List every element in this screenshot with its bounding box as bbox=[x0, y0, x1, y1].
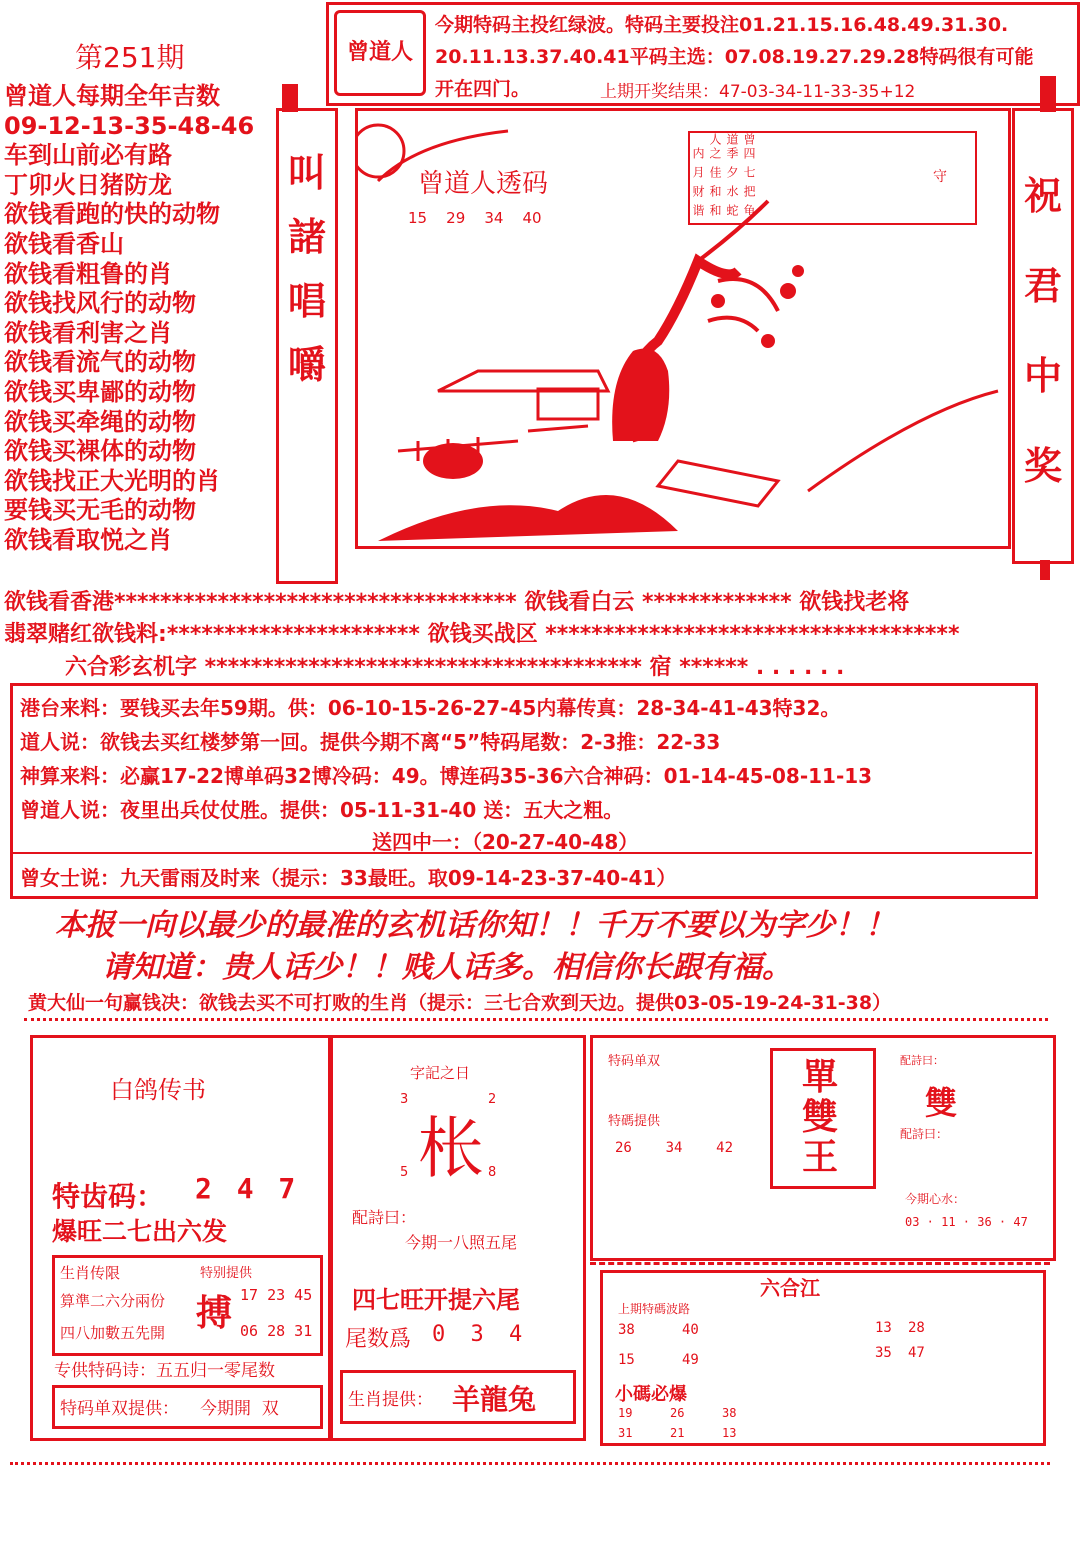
left-line: 欲钱找风行的动物 bbox=[4, 289, 196, 318]
grid-num: 40 bbox=[682, 1322, 699, 1338]
big-title: 單雙王 bbox=[801, 1057, 838, 1178]
shang-label: 上期特碼波路 bbox=[618, 1302, 691, 1316]
dotted-border bbox=[24, 1018, 1048, 1021]
tema-poem: 专供特码诗：五五归一零尾数 bbox=[54, 1361, 275, 1381]
tail-value: 0 3 4 bbox=[432, 1322, 529, 1347]
header-line-2: 20.11.13.37.40.41平码主选：07.08.19.27.29.28特码很有可能 bbox=[435, 46, 1034, 68]
left-column bbox=[4, 82, 294, 556]
jin-nums: 03 · 11 · 36 · 47 bbox=[905, 1215, 1028, 1229]
left-line: 丁卯火日猪防龙 bbox=[4, 170, 172, 199]
bo-nums-2: 06 28 31 bbox=[240, 1322, 313, 1340]
scroll-char: 諸 bbox=[287, 215, 326, 259]
ds-value: 今期開 双 bbox=[200, 1399, 279, 1419]
tail-label: 尾数爲 bbox=[345, 1327, 412, 1352]
liuhe-title: 六合江 bbox=[760, 1276, 820, 1300]
right-scroll bbox=[1012, 108, 1074, 564]
scroll-cap bbox=[1040, 76, 1056, 112]
bo-char: 搏 bbox=[196, 1293, 233, 1334]
r-grid-num: 28 bbox=[908, 1320, 925, 1336]
left-line: 欲钱买卑鄙的动物 bbox=[4, 377, 196, 406]
left-line: 欲钱看粗鲁的肖 bbox=[4, 259, 172, 288]
r-grid-num: 35 bbox=[875, 1345, 892, 1361]
info-line-2: 道人说：欲钱去买红楼梦第一回。提供今期不离“5”特码尾数：2-3推：22-33 bbox=[20, 730, 721, 754]
info-line-6: 曾女士说：九天雷雨及时来（提示：33最旺。取09-14-23-37-40-41） bbox=[20, 866, 677, 890]
info-line-3: 神算来料：必赢17-22博单码32博冷码：49。博连码35-36六合神码：01-14-45-08-11-13 bbox=[20, 764, 873, 788]
br-tema: 特碼提供 bbox=[608, 1114, 661, 1129]
xm-num: 26 bbox=[670, 1406, 685, 1420]
bo-label: 特别提供 bbox=[200, 1266, 253, 1281]
slogan-1: 本报一向以最少的最准的玄机话你知！！千万不要以为字少！！ bbox=[55, 908, 895, 943]
left-line: 欲钱看取悦之肖 bbox=[4, 525, 172, 554]
illustration-frame bbox=[355, 108, 1011, 549]
xm-num: 31 bbox=[618, 1426, 633, 1440]
info-divider bbox=[12, 852, 1032, 854]
br-tema-nums: 26 34 42 bbox=[615, 1140, 734, 1156]
zi-title: 字記之日 bbox=[410, 1064, 471, 1082]
header-line-3: 开在四门。 bbox=[435, 78, 531, 100]
poem-col: 把水和财 bbox=[691, 185, 756, 198]
left-line: 09-12-13-35-48-46 bbox=[4, 111, 255, 140]
scroll-char: 奖 bbox=[1023, 444, 1062, 488]
sx-line-1: 算準二六分兩份 bbox=[60, 1292, 166, 1310]
shuang-char: 雙 bbox=[925, 1084, 958, 1122]
br-right-label: 配詩曰： bbox=[900, 1054, 944, 1067]
sx-provide-value: 羊龍兔 bbox=[452, 1383, 537, 1416]
left-line: 要钱买无毛的动物 bbox=[4, 496, 196, 525]
scroll-char: 祝 bbox=[1023, 174, 1062, 218]
corner-num: 3 bbox=[400, 1092, 409, 1107]
baige-title: 白鸽传书 bbox=[110, 1076, 206, 1104]
scroll-char: 君 bbox=[1023, 264, 1062, 308]
left-line: 欲钱买牵绳的动物 bbox=[4, 407, 196, 436]
bottom-left-line-1: 爆旺二七出六发 bbox=[52, 1217, 228, 1246]
picture-numbers: 15 29 34 40 bbox=[408, 209, 542, 227]
r-grid-num: 47 bbox=[908, 1345, 925, 1361]
scroll-cap bbox=[1040, 560, 1050, 580]
r-grid-num: 13 bbox=[875, 1320, 892, 1336]
slogan-2: 请知道：贵人话少！！贱人话多。相信你长跟有福。 bbox=[102, 950, 792, 985]
info-line-4: 曾道人说：夜里出兵仗仗胜。提供：05-11-31-40 送：五大之粗。 bbox=[20, 798, 624, 822]
peizi-label: 配詩曰： bbox=[900, 1127, 949, 1141]
huang-line: 黄大仙一句赢钱决：欲钱去买不可打败的生肖（提示：三七合欢到天边。提供03-05-19-24-31-38） bbox=[28, 992, 892, 1014]
pei-label: 配詩曰： bbox=[352, 1208, 417, 1227]
issue-number: 第251期 bbox=[75, 41, 185, 74]
left-line: 欲钱看利害之肖 bbox=[4, 318, 172, 347]
pei-value: 今期一八照五尾 bbox=[405, 1233, 518, 1252]
left-line: 欲钱看香山 bbox=[4, 229, 124, 258]
bottom-right-lower-box bbox=[600, 1270, 1046, 1446]
bo-nums-1: 17 23 45 bbox=[240, 1286, 313, 1304]
corner-num: 8 bbox=[488, 1165, 497, 1180]
tema-value: 2 4 7 bbox=[195, 1172, 300, 1205]
corner-num: 5 bbox=[400, 1165, 409, 1180]
xm-num: 38 bbox=[722, 1406, 737, 1420]
xm-num: 21 bbox=[670, 1426, 685, 1440]
bottom-dotted-border bbox=[10, 1462, 1050, 1465]
corner-num: 2 bbox=[488, 1092, 497, 1107]
mid-red-line: 四七旺开提六尾 bbox=[352, 1286, 520, 1314]
left-scroll bbox=[276, 108, 338, 584]
seal-logo: 曾道人 bbox=[334, 10, 426, 96]
big-char: 枨 bbox=[418, 1110, 484, 1187]
star-line-2: 翡翠赌红欲钱料:********************** 欲钱买战区 ************************************ bbox=[4, 622, 960, 647]
sx-line-2: 四八加數五先開 bbox=[60, 1324, 166, 1342]
poem-col: 四季之内 bbox=[691, 147, 756, 160]
left-line: 欲钱看流气的动物 bbox=[4, 348, 196, 377]
star-line-3: 六合彩玄机字 ************************************** 宿 ****** . . . . . . bbox=[65, 655, 845, 680]
previous-result: 上期开奖结果：47-03-34-11-33-35+12 bbox=[600, 82, 916, 102]
ds-label: 特码单双提供： bbox=[60, 1399, 179, 1419]
jin-label: 今期心水： bbox=[905, 1192, 966, 1206]
left-line: 车到山前必有路 bbox=[4, 141, 172, 170]
picture-title: 曾道人透码 bbox=[418, 169, 549, 199]
left-line: 欲钱买裸体的动物 bbox=[4, 437, 196, 466]
br-heading: 特码单双 bbox=[608, 1054, 661, 1069]
poem-col: 七夕佳月 bbox=[691, 166, 756, 179]
star-line-1: 欲钱看香港*********************************** 欲钱看白云 ************* 欲钱找老将 bbox=[4, 590, 910, 615]
poem-extra: 守 bbox=[933, 169, 947, 185]
info-line-5: 送四中一：（20-27-40-48） bbox=[372, 830, 639, 854]
left-line: 曾道人每期全年吉数 bbox=[4, 82, 220, 110]
dashed-divider bbox=[590, 1262, 1050, 1265]
scroll-char: 叫 bbox=[287, 151, 326, 195]
scroll-char: 唱 bbox=[287, 279, 326, 323]
scroll-char: 中 bbox=[1023, 354, 1062, 398]
scroll-char: 嚼 bbox=[287, 343, 326, 387]
xm-num: 19 bbox=[618, 1406, 633, 1420]
tema-label: 特齿码： bbox=[52, 1180, 165, 1213]
left-line: 欲钱找正大光明的肖 bbox=[4, 466, 220, 495]
poem-col: 龟蛇和谐 bbox=[691, 204, 756, 217]
header-line-1: 今期特码主投红绿波。特码主要投注01.21.15.16.48.49.31.30. bbox=[435, 14, 1009, 36]
grid-num: 15 bbox=[618, 1352, 635, 1368]
grid-num: 49 bbox=[682, 1352, 699, 1368]
poem-col: 曾道人 bbox=[708, 133, 756, 145]
xm-num: 13 bbox=[722, 1426, 737, 1440]
info-line-1: 港台来料：要钱买去年59期。供：06-10-15-26-27-45内幕传真：28-34-41-43特32。 bbox=[20, 696, 841, 720]
sx-label: 生肖传限 bbox=[60, 1264, 121, 1282]
left-line: 欲钱看跑的快的动物 bbox=[4, 200, 220, 229]
grid-num: 38 bbox=[618, 1322, 635, 1338]
sx-provide-label: 生肖提供： bbox=[348, 1390, 433, 1410]
xiaoma-label: 小碼必爆 bbox=[615, 1384, 687, 1405]
